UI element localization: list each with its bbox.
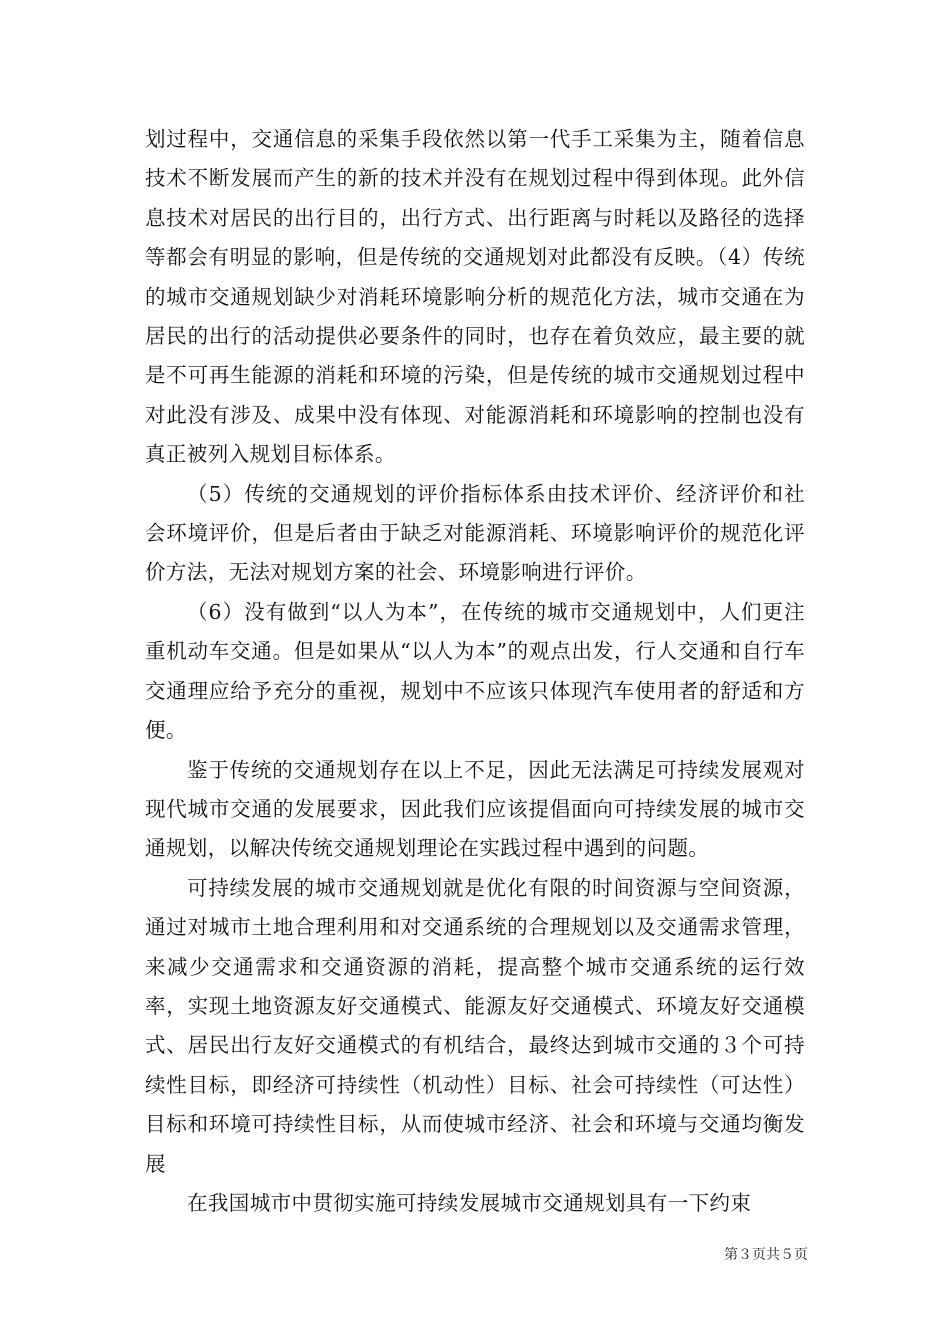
paragraph-item-5: （5）传统的交通规划的评价指标体系由技术评价、经济评价和社会环境评价，但是后者由于缺乏对能源消耗、环境影响评价的规范化评价方法，无法对规划方案的社会、环境影响进行评价。: [145, 481, 805, 585]
paragraph-constraints: 在我国城市中贯彻实施可持续发展城市交通规划具有一下约束: [187, 1190, 752, 1215]
paragraph-continuation: 划过程中，交通信息的采集手段依然以第一代手工采集为主，随着信息技术不断发展而产生的新的技术并没有在规划过程中得到体现。此外信息技术对居民的出行目的，出行方式、出行距离与时耗以及路径的选择等都会有明显的影响，但是传统的交通规划对此都没有反映。（4）传统的城市交通规划缺少对消耗环境影响分析的规范化方法，城市交通在为居民的出行的活动提供必要条件的同时，也存在着负效应，最主要的就是不可再生能源的消耗和环境的污染，但是传统的城市交通规划过程中对此没有涉及、成果中没有体现、对能源消耗和环境影响的控制也没有真正被列入规划目标体系。: [145, 127, 805, 467]
document-body: [145, 120, 805, 1223]
paragraph-definition: 可持续发展的城市交通规划就是优化有限的时间资源与空间资源，通过对城市土地合理利用和对交通系统的合理规划以及交通需求管理，来减少交通需求和交通资源的消耗，提高整个城市交通系统的运行效率，实现土地资源友好交通模式、能源友好交通模式、环境友好交通模式、居民出行友好交通模式的有机结合，最终达到城市交通的３个可持续性目标，即经济可持续性（机动性）目标、社会可持续性（可达性）目标和环境可持续性目标，从而使城市经济、社会和环境与交通均衡发展: [145, 875, 805, 1176]
page-number-footer: 第３页共５页: [724, 1247, 808, 1263]
paragraph-conclusion: 鉴于传统的交通规划存在以上不足，因此无法满足可持续发展观对现代城市交通的发展要求，因此我们应该提倡面向可持续发展的城市交通规划，以解决传统交通规划理论在实践过程中遇到的问题。: [145, 757, 805, 861]
paragraph-item-6: （6）没有做到“以人为本”，在传统的城市交通规划中，人们更注重机动车交通。但是如果从“以人为本”的观点出发，行人交通和自行车交通理应给予充分的重视，规划中不应该只体现汽车使用者的舒适和方便。: [145, 599, 805, 743]
